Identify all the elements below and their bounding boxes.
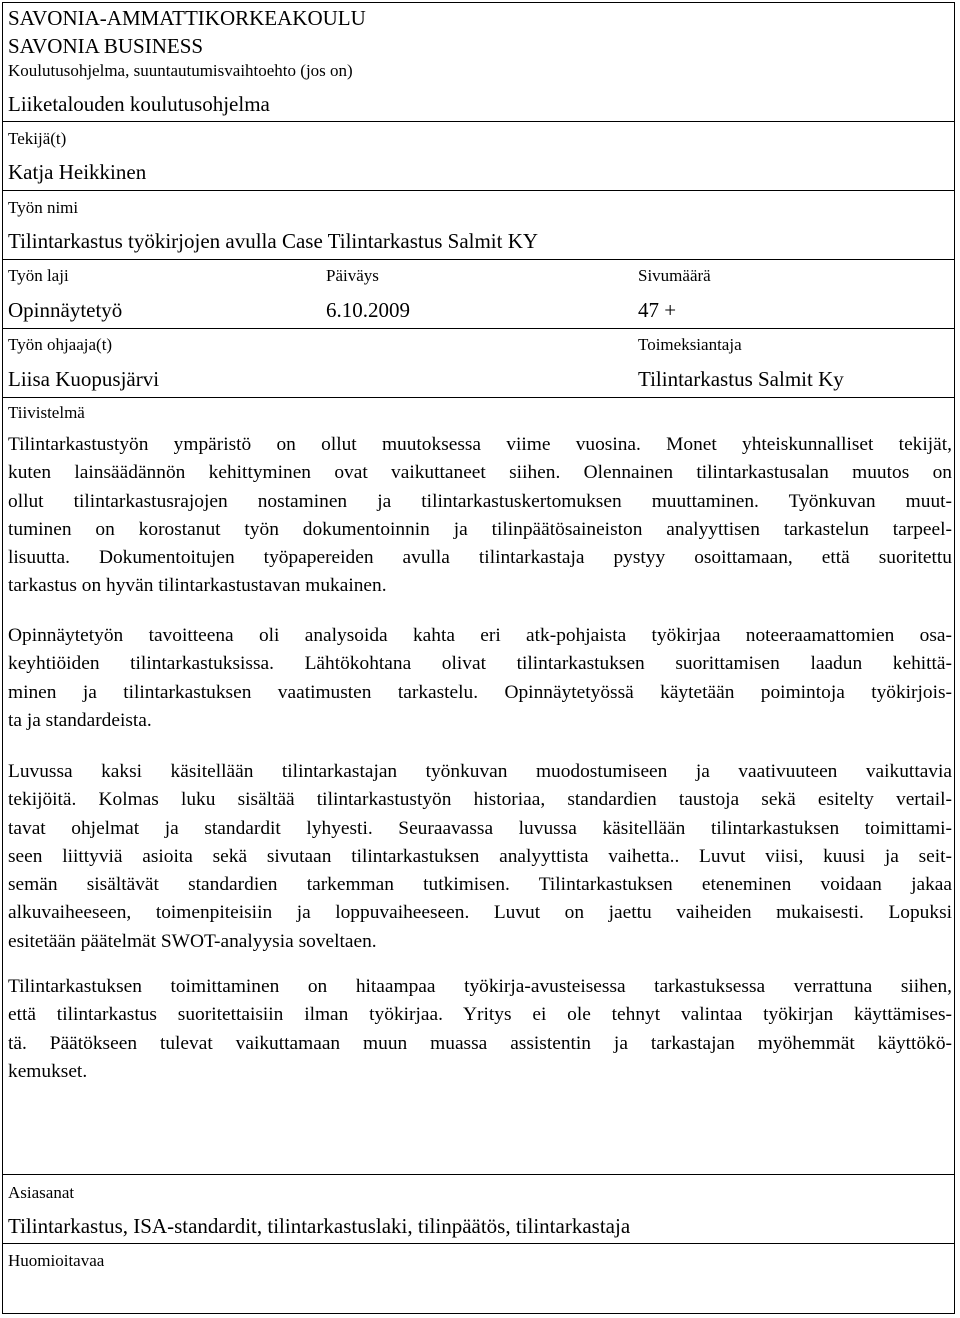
abstract-paragraph — [8, 758, 952, 956]
program-value: Liiketalouden koulutusohjelma — [8, 92, 270, 116]
abstract-line: Tilintarkastuksen toimittaminen on hitaampaa työkirja-avusteisessa tarkastuksessa verrattuna siihen, — [8, 976, 952, 997]
work-title-value: Tilintarkastus työkirjojen avulla Case Tilintarkastus Salmit KY — [8, 229, 539, 253]
abstract-line: minen ja tilintarkastuksen vaatimusten tarkastelu. Opinnäytetyössä käytetään poimintoja työkirjois- — [8, 681, 952, 703]
abstract-line: esitetään päätelmät SWOT-analyysia soveltaen. — [8, 930, 377, 952]
supervisor-label: Työn ohjaaja(t) — [8, 335, 113, 354]
page-count-value: 47 + — [638, 298, 677, 322]
divider — [2, 1243, 955, 1244]
keywords-value: Tilintarkastus, ISA-standardit, tilintarkastuslaki, tilinpäätös, tilintarkastaja — [8, 1214, 631, 1238]
page-count-label: Sivumäärä — [638, 266, 711, 285]
supervisor-value: Liisa Kuopusjärvi — [8, 367, 160, 391]
divider — [2, 259, 955, 260]
date-value: 6.10.2009 — [326, 298, 410, 322]
author-value: Katja Heikkinen — [8, 160, 147, 184]
abstract-line: ollut tilintarkastusrajojen nostaminen ja tilintarkastuskertomuksen muuttaminen. Työnkuvan muut- — [8, 490, 952, 512]
divider — [2, 121, 955, 122]
divider — [2, 328, 955, 329]
divider — [2, 397, 955, 398]
unit-name: SAVONIA BUSINESS — [8, 34, 204, 58]
abstract-line: lisuutta. Dokumentoitujen työpapereiden avulla tilintarkastaja pystyy osoittamaan, että suoritettu — [8, 547, 952, 569]
abstract-line: tä. Päätökseen tulevat vaikuttamaan muun muassa assistentin ja tarkastajan myöhemmät käyttökö- — [8, 1032, 952, 1054]
work-title-label: Työn nimi — [8, 198, 79, 217]
program-label: Koulutusohjelma, suuntautumisvaihtoehto (jos on) — [8, 61, 353, 80]
abstract-line: tarkastus on hyvän tilintarkastustavan mukainen. — [8, 575, 387, 597]
divider — [2, 1174, 955, 1175]
abstract-line: Tilintarkastustyön ympäristö on ollut muutoksessa viime vuosina. Monet yhteiskunnalliset tekijät, — [8, 434, 952, 455]
abstract-line: Luvussa kaksi käsitellään tilintarkastajan työnkuvan muodostumiseen ja vaativuuteen vaikuttavia — [8, 761, 952, 782]
abstract-line: Opinnäytetyön tavoitteena oli analysoida kahta eri atk-pohjaista työkirjaa noteeraamattomien osa- — [8, 625, 952, 646]
author-label: Tekijä(t) — [8, 129, 67, 148]
notes-label: Huomioitavaa — [8, 1251, 105, 1270]
abstract-line: tuminen on korostanut työn dokumentoinnin ja tilinpäätösaineiston analyyttisen tarkastelun tarpeel- — [8, 518, 952, 540]
abstract-line: että tilintarkastus suoritettaisiin ilman työkirjaa. Yritys ei ole tehnyt valintaa työkirjan käyttämises- — [8, 1004, 952, 1026]
client-label: Toimeksiantaja — [638, 335, 742, 354]
client-value: Tilintarkastus Salmit Ky — [638, 367, 844, 391]
divider — [2, 190, 955, 191]
abstract-label: Tiivistelmä — [8, 403, 85, 422]
work-type-value: Opinnäytetyö — [8, 298, 123, 322]
abstract-line: tavat ohjelmat ja standardit lyhyesti. Seuraavassa luvussa käsitellään tilintarkastuksen toimittami- — [8, 817, 952, 839]
abstract-line: seen liittyviä asioita sekä sivutaan tilintarkastuksen analyyttista vaihetta.. Luvut viisi, kuusi ja seit- — [8, 845, 952, 867]
keywords-label: Asiasanat — [8, 1183, 75, 1202]
abstract-paragraph — [8, 973, 952, 1086]
abstract-paragraph — [8, 622, 952, 735]
work-type-label: Työn laji — [8, 266, 69, 285]
abstract-line: keyhtiöiden tilintarkastuksissa. Lähtökohtana olivat tilintarkastuksen suorittamisen laadun kehittä- — [8, 653, 952, 675]
abstract-paragraph — [8, 431, 952, 601]
school-name: SAVONIA-AMMATTIKORKEAKOULU — [8, 6, 366, 30]
abstract-line: alkuvaiheeseen, toimenpiteisiin ja loppuvaiheeseen. Luvut on jaettu vaiheiden mukaisesti. Lopuksi — [8, 902, 952, 924]
abstract-line: kemukset. — [8, 1060, 88, 1082]
date-label: Päiväys — [326, 266, 379, 285]
abstract-line: tekijöitä. Kolmas luku sisältää tilintarkastustyön historiaa, standardien taustoja sekä esitelty vertail- — [8, 789, 952, 811]
abstract-line: semän sisältävät standardien tarkemman tutkimisen. Tilintarkastuksen eteneminen voidaan jakaa — [8, 874, 952, 896]
abstract-line: kuten lainsäädännön kehittyminen ovat vaikuttaneet siihen. Olennainen tilintarkastusalan muutos on — [8, 462, 952, 484]
abstract-line: ta ja standardeista. — [8, 709, 152, 731]
